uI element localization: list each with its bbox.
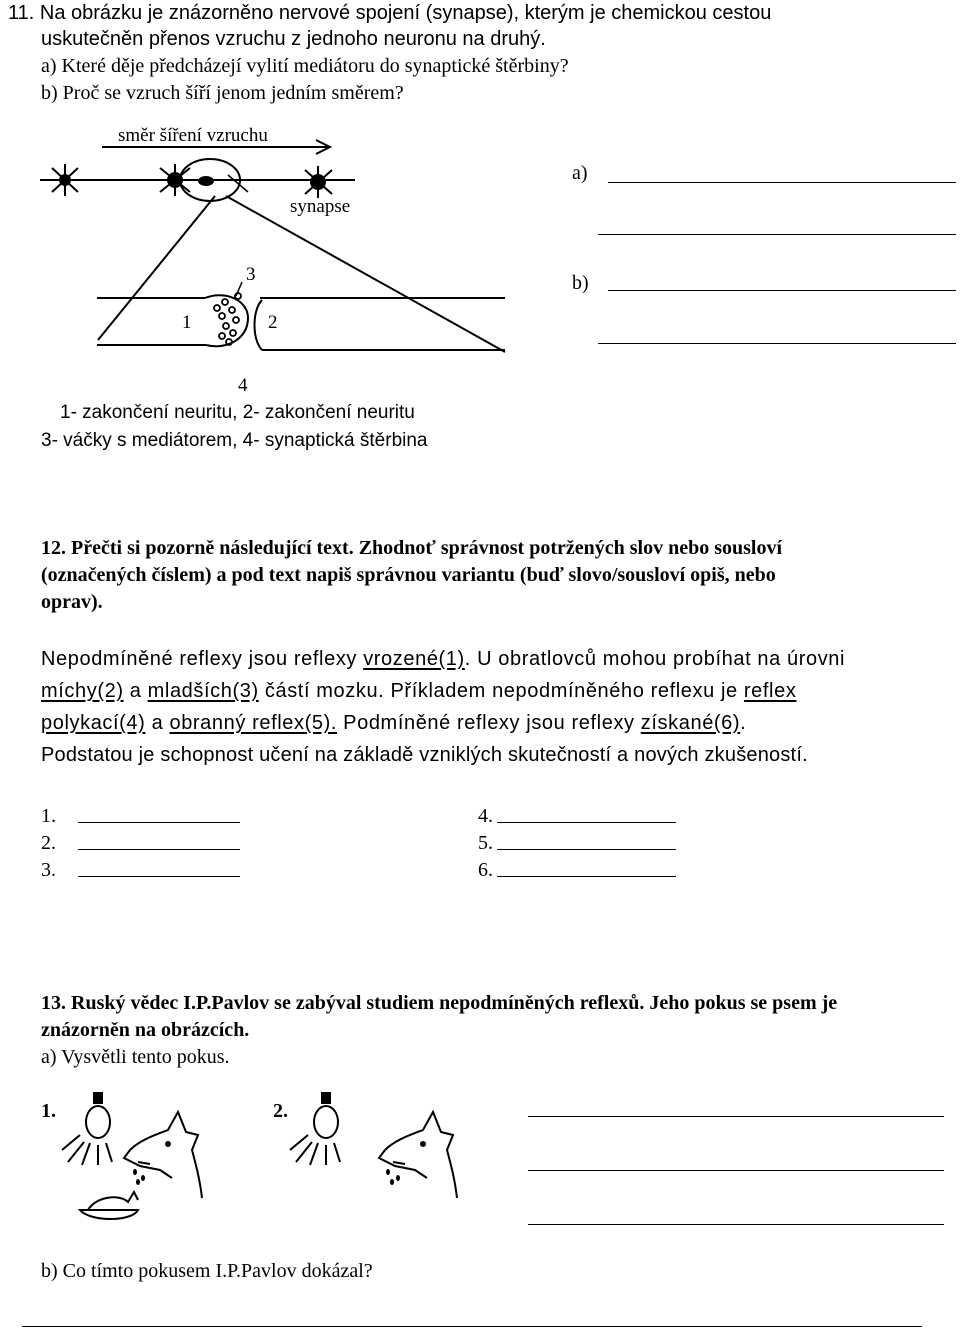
task11-question-a: a) Které děje předcházejí vylití mediátoru do synaptické štěrbiny? xyxy=(41,55,569,77)
picture-2-label: 2. xyxy=(273,1100,288,1122)
underlined-3: mladších(3) xyxy=(147,680,259,702)
answer-1-label: 1. xyxy=(41,805,56,827)
dog-icon xyxy=(124,1112,202,1198)
answer-4-label: 4. xyxy=(478,805,493,827)
answer-a-label: a) xyxy=(572,162,588,184)
light-bulb-icon-2 xyxy=(290,1092,340,1165)
food-bowl-icon xyxy=(80,1192,138,1219)
answer-13a-line-2[interactable] xyxy=(528,1170,944,1171)
underlined-2: míchy(2) xyxy=(41,680,124,702)
task11-heading-line1: 11. Na obrázku je znázorněno nervové spojení (synapse), kterým je chemickou cestou xyxy=(8,2,772,24)
answer-13b-line[interactable] xyxy=(22,1326,922,1327)
task12-heading-line3: oprav). xyxy=(41,591,103,613)
task11-question-b: b) Proč se vzruch šíří jenom jedním směrem? xyxy=(41,82,404,104)
task12-text-line3: polykací(4) a obranný reflex(5). Podmíněné reflexy jsou reflexy získané(6). xyxy=(41,712,747,734)
figure-number-3: 3 xyxy=(246,264,256,285)
task12-text-line2: míchy(2) a mladších(3) částí mozku. Příkladem nepodmíněného reflexu je reflex xyxy=(41,680,797,702)
answer-2-label: 2. xyxy=(41,832,56,854)
task13-heading-line1: 13. Ruský vědec I.P.Pavlov se zabýval studiem nepodmíněných reflexů. Jeho pokus se psem je xyxy=(41,992,838,1014)
answer-5-label: 5. xyxy=(478,832,493,854)
answer-13a-line-1[interactable] xyxy=(528,1116,944,1117)
figure-number-1: 1 xyxy=(182,312,192,333)
task13-question-b: b) Co tímto pokusem I.P.Pavlov dokázal? xyxy=(41,1260,373,1282)
light-bulb-icon xyxy=(62,1092,112,1165)
picture-1-label: 1. xyxy=(41,1100,56,1122)
task13-heading-line2: znázorněn na obrázcích. xyxy=(41,1019,250,1041)
answer-b-label: b) xyxy=(572,272,589,294)
answer-3-label: 3. xyxy=(41,859,56,881)
task12-text-line4: Podstatou je schopnost učení na základě vzniklých skutečností a nových zkušeností. xyxy=(41,744,808,766)
figure-legend-line2: 3- váčky s mediátorem, 4- synaptická štěrbina xyxy=(41,430,428,451)
task12-text-line1: Nepodmíněné reflexy jsou reflexy vrozené(1). U obratlovců mohou probíhat na úrovni xyxy=(41,648,846,670)
figure-legend-line1: 1- zakončení neuritu, 2- zakončení neuritu xyxy=(60,402,415,423)
direction-label: směr šíření vzruchu xyxy=(118,125,268,146)
underlined-5: obranný reflex(5). xyxy=(169,712,338,734)
underlined-4a: reflex xyxy=(743,680,797,702)
figure-number-2: 2 xyxy=(268,312,278,333)
answer-13a-line-3[interactable] xyxy=(528,1224,944,1225)
underlined-6: získané(6) xyxy=(640,712,741,734)
task12-heading-line1: 12. Přečti si pozorně následující text. Zhodnoť správnost potržených slov nebo sousloví xyxy=(41,537,782,559)
underlined-4b: polykací(4) xyxy=(41,712,146,734)
answer-6-label: 6. xyxy=(478,859,493,881)
synapse-label: synapse xyxy=(290,196,351,217)
dog-icon-2 xyxy=(379,1112,457,1198)
task11-heading-line2: uskutečněn přenos vzruchu z jednoho neuronu na druhý. xyxy=(41,28,546,50)
task13-question-a: a) Vysvětli tento pokus. xyxy=(41,1046,230,1068)
underlined-1: vrozené(1) xyxy=(363,648,465,670)
figure-number-4: 4 xyxy=(238,375,248,396)
task12-heading-line2: (označených číslem) a pod text napiš správnou variantu (buď slovo/sousloví opiš, nebo xyxy=(41,564,776,586)
